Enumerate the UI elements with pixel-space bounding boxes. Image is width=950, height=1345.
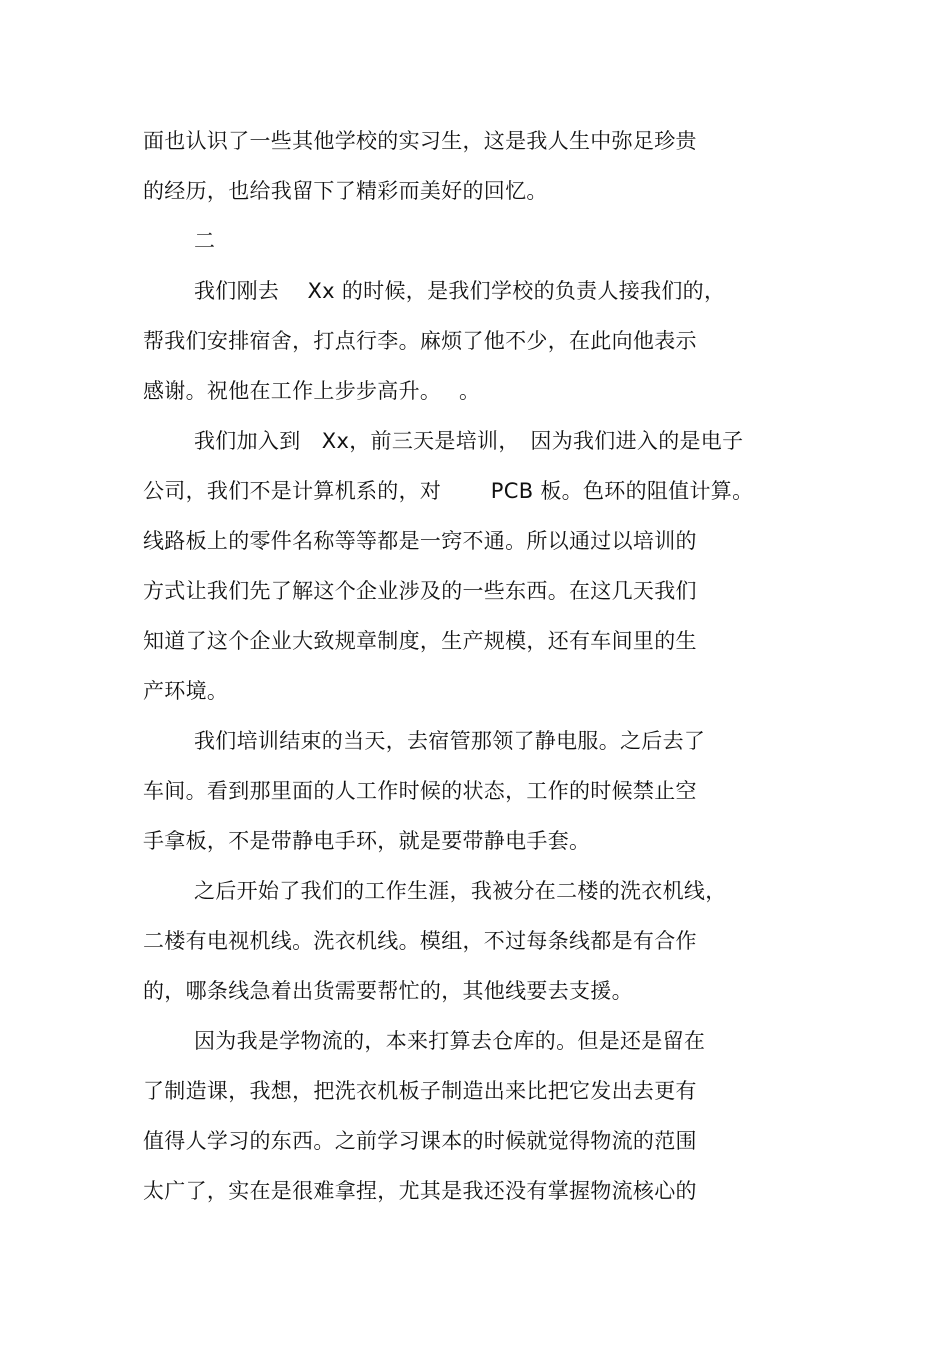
text-line: 我们刚去 Xx 的时候，是我们学校的负责人接我们的， <box>194 279 726 303</box>
text-line: 车间。看到那里面的人工作时候的状态，工作的时候禁止空 <box>143 779 697 803</box>
section-heading: 二 <box>194 229 216 253</box>
text-line: 值得人学习的东西。之前学习课本的时候就觉得物流的范围 <box>143 1129 697 1153</box>
text-line: 公司，我们不是计算机系的，对 PCB 板。色环的阻值计算。 <box>143 479 754 503</box>
text-line: 因为我是学物流的，本来打算去仓库的。但是还是留在 <box>194 1029 706 1053</box>
text-line: 帮我们安排宿舍，打点行李。麻烦了他不少，在此向他表示 <box>143 329 697 353</box>
text-line: 知道了这个企业大致规章制度，生产规模，还有车间里的生 <box>143 629 697 653</box>
text-line: 我们加入到 Xx，前三天是培训， 因为我们进入的是电子 <box>194 429 744 453</box>
text-line: 手拿板，不是带静电手环，就是要带静电手套。 <box>143 829 591 853</box>
text-line: 方式让我们先了解这个企业涉及的一些东西。在这几天我们 <box>143 579 697 603</box>
text-line: 产环境。 <box>143 679 229 703</box>
text-line: 面也认识了一些其他学校的实习生，这是我人生中弥足珍贵 <box>143 129 697 153</box>
text-line: 感谢。祝他在工作上步步高升。 。 <box>143 379 481 403</box>
text-line: 了制造课，我想，把洗衣机板子制造出来比把它发出去更有 <box>143 1079 697 1103</box>
text-line: 太广了，实在是很难拿捏，尤其是我还没有掌握物流核心的 <box>143 1179 697 1203</box>
text-line: 线路板上的零件名称等等都是一窍不通。所以通过以培训的 <box>143 529 697 553</box>
text-line: 之后开始了我们的工作生涯，我被分在二楼的洗衣机线， <box>194 879 727 903</box>
text-line: 二楼有电视机线。洗衣机线。模组，不过每条线都是有合作 <box>143 929 697 953</box>
text-line: 的，哪条线急着出货需要帮忙的，其他线要去支援。 <box>143 979 633 1003</box>
text-line: 的经历，也给我留下了精彩而美好的回忆。 <box>143 179 548 203</box>
text-line: 我们培训结束的当天，去宿管那领了静电服。之后去了 <box>194 729 706 753</box>
